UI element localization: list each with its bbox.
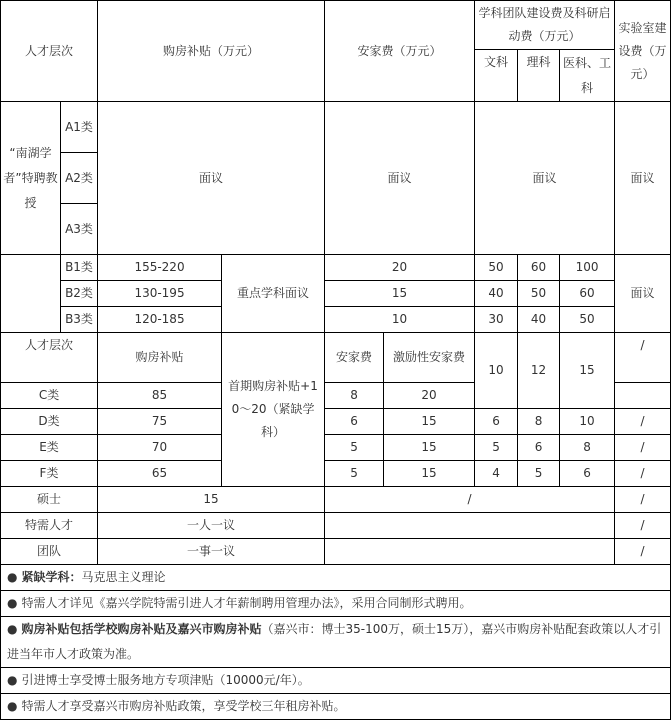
cf-arts-val: 6 (475, 409, 518, 435)
b-science: 50 (518, 281, 560, 307)
cf-cat: F类 (1, 461, 98, 487)
cf-science-val: 8 (518, 409, 560, 435)
cf-lab-empty (615, 383, 671, 409)
cf-lab: / (615, 435, 671, 461)
cf-arts: 10 (475, 333, 518, 409)
team-rest (325, 539, 615, 565)
special-label: 特需人才 (1, 513, 98, 539)
nanhu-lab: 面议 (615, 102, 671, 255)
note-shortage-text: 马克思主义理论 (81, 570, 166, 584)
b-settle: 15 (325, 281, 475, 307)
b-med: 50 (560, 307, 615, 333)
note-special-text: 特需人才详见《嘉兴学院特需引进人才年薪制聘用管理办法》，采用合同制形式聘用。 (21, 596, 472, 610)
note-rent-text: 特需人才享受嘉兴市购房补贴政策，享受学校三年租房补贴。 (21, 699, 346, 713)
cf-incentive: 15 (384, 461, 475, 487)
header-arts: 文科 (475, 50, 518, 102)
cf-settle: 8 (325, 383, 384, 409)
b-blank (1, 255, 61, 333)
note-housing-title: 购房补贴包括学校购房补贴及嘉兴市购房补贴 (21, 622, 262, 636)
b-settle: 20 (325, 255, 475, 281)
cf-settle: 5 (325, 435, 384, 461)
b-med: 100 (560, 255, 615, 281)
nanhu-a2: A2类 (61, 153, 98, 204)
bullet-icon: ● (7, 699, 18, 713)
b-arts: 50 (475, 255, 518, 281)
b-arts: 30 (475, 307, 518, 333)
b-science: 40 (518, 307, 560, 333)
b-key-subject: 重点学科面议 (222, 255, 325, 333)
b-housing: 130-195 (98, 281, 222, 307)
cf-cat: C类 (1, 383, 98, 409)
cf-arts-val: 4 (475, 461, 518, 487)
cf-housing: 75 (98, 409, 222, 435)
bullet-icon: ● (7, 596, 18, 610)
header-lab: 实验室建设费（万元） (615, 1, 671, 102)
note-housing (1, 617, 671, 668)
cf-cat: D类 (1, 409, 98, 435)
cf-science: 12 (518, 333, 560, 409)
cf-incentive: 15 (384, 409, 475, 435)
b-settle: 10 (325, 307, 475, 333)
cf-settle: 5 (325, 461, 384, 487)
note-allowance-text: 引进博士享受博士服务地方专项津贴（10000元/年）。 (21, 673, 310, 687)
cf-med-val: 10 (560, 409, 615, 435)
nanhu-label: “南湖学者”特聘教授 (1, 102, 61, 255)
cf-lab: / (615, 409, 671, 435)
bullet-icon: ● (7, 673, 18, 687)
cf-science-val: 6 (518, 435, 560, 461)
note-shortage (1, 565, 671, 591)
team-lab: / (615, 539, 671, 565)
header-level: 人才层次 (1, 1, 98, 102)
special-rest (325, 513, 615, 539)
nanhu-research: 面议 (475, 102, 615, 255)
nanhu-settle: 面议 (325, 102, 475, 255)
master-housing: 15 (98, 487, 325, 513)
note-rent (1, 694, 671, 720)
cf-settle-header: 安家费 (325, 333, 384, 383)
note-special (1, 591, 671, 617)
team-label: 团队 (1, 539, 98, 565)
master-label: 硕士 (1, 487, 98, 513)
cf-incentive: 20 (384, 383, 475, 409)
header-med: 医科、工科 (560, 50, 615, 102)
b-arts: 40 (475, 281, 518, 307)
cf-incentive: 15 (384, 435, 475, 461)
team-value: 一事一议 (98, 539, 325, 565)
cf-first-housing: 首期购房补贴+10～20（紧缺学科） (222, 333, 325, 487)
cf-settle: 6 (325, 409, 384, 435)
cf-incentive-header: 激励性安家费 (384, 333, 475, 383)
nanhu-housing: 面议 (98, 102, 325, 255)
cf-cat: E类 (1, 435, 98, 461)
header-research: 学科团队建设费及科研启动费（万元） (475, 1, 615, 50)
special-value: 一人一议 (98, 513, 325, 539)
b-housing: 120-185 (98, 307, 222, 333)
bullet-icon: ● (7, 570, 18, 584)
note-allowance (1, 668, 671, 694)
cf-housing: 85 (98, 383, 222, 409)
b-housing: 155-220 (98, 255, 222, 281)
b-cat: B3类 (61, 307, 98, 333)
cf-housing: 70 (98, 435, 222, 461)
b-lab: 面议 (615, 255, 671, 333)
cf-med-val: 6 (560, 461, 615, 487)
nanhu-a1: A1类 (61, 102, 98, 153)
cf-lab: / (615, 461, 671, 487)
cf-arts-val: 5 (475, 435, 518, 461)
cf-science-val: 5 (518, 461, 560, 487)
cf-lab: / (615, 333, 671, 383)
note-housing-text: （嘉兴市：博士35-100万，硕士15万），嘉兴市购房补贴配套政策以人才引进当年市人才政策为准。 (7, 622, 662, 661)
header-housing: 购房补贴（万元） (98, 1, 325, 102)
cf-level: 人才层次 (1, 333, 98, 383)
cf-housing: 65 (98, 461, 222, 487)
b-cat: B1类 (61, 255, 98, 281)
bullet-icon: ● (7, 622, 18, 636)
cf-med: 15 (560, 333, 615, 409)
header-science: 理科 (518, 50, 560, 102)
master-rest: / (325, 487, 615, 513)
master-lab: / (615, 487, 671, 513)
header-settle: 安家费（万元） (325, 1, 475, 102)
cf-housing-header: 购房补贴 (98, 333, 222, 383)
nanhu-a3: A3类 (61, 204, 98, 255)
note-shortage-title: 紧缺学科： (21, 570, 82, 584)
b-med: 60 (560, 281, 615, 307)
cf-med-val: 8 (560, 435, 615, 461)
b-cat: B2类 (61, 281, 98, 307)
special-lab: / (615, 513, 671, 539)
b-science: 60 (518, 255, 560, 281)
